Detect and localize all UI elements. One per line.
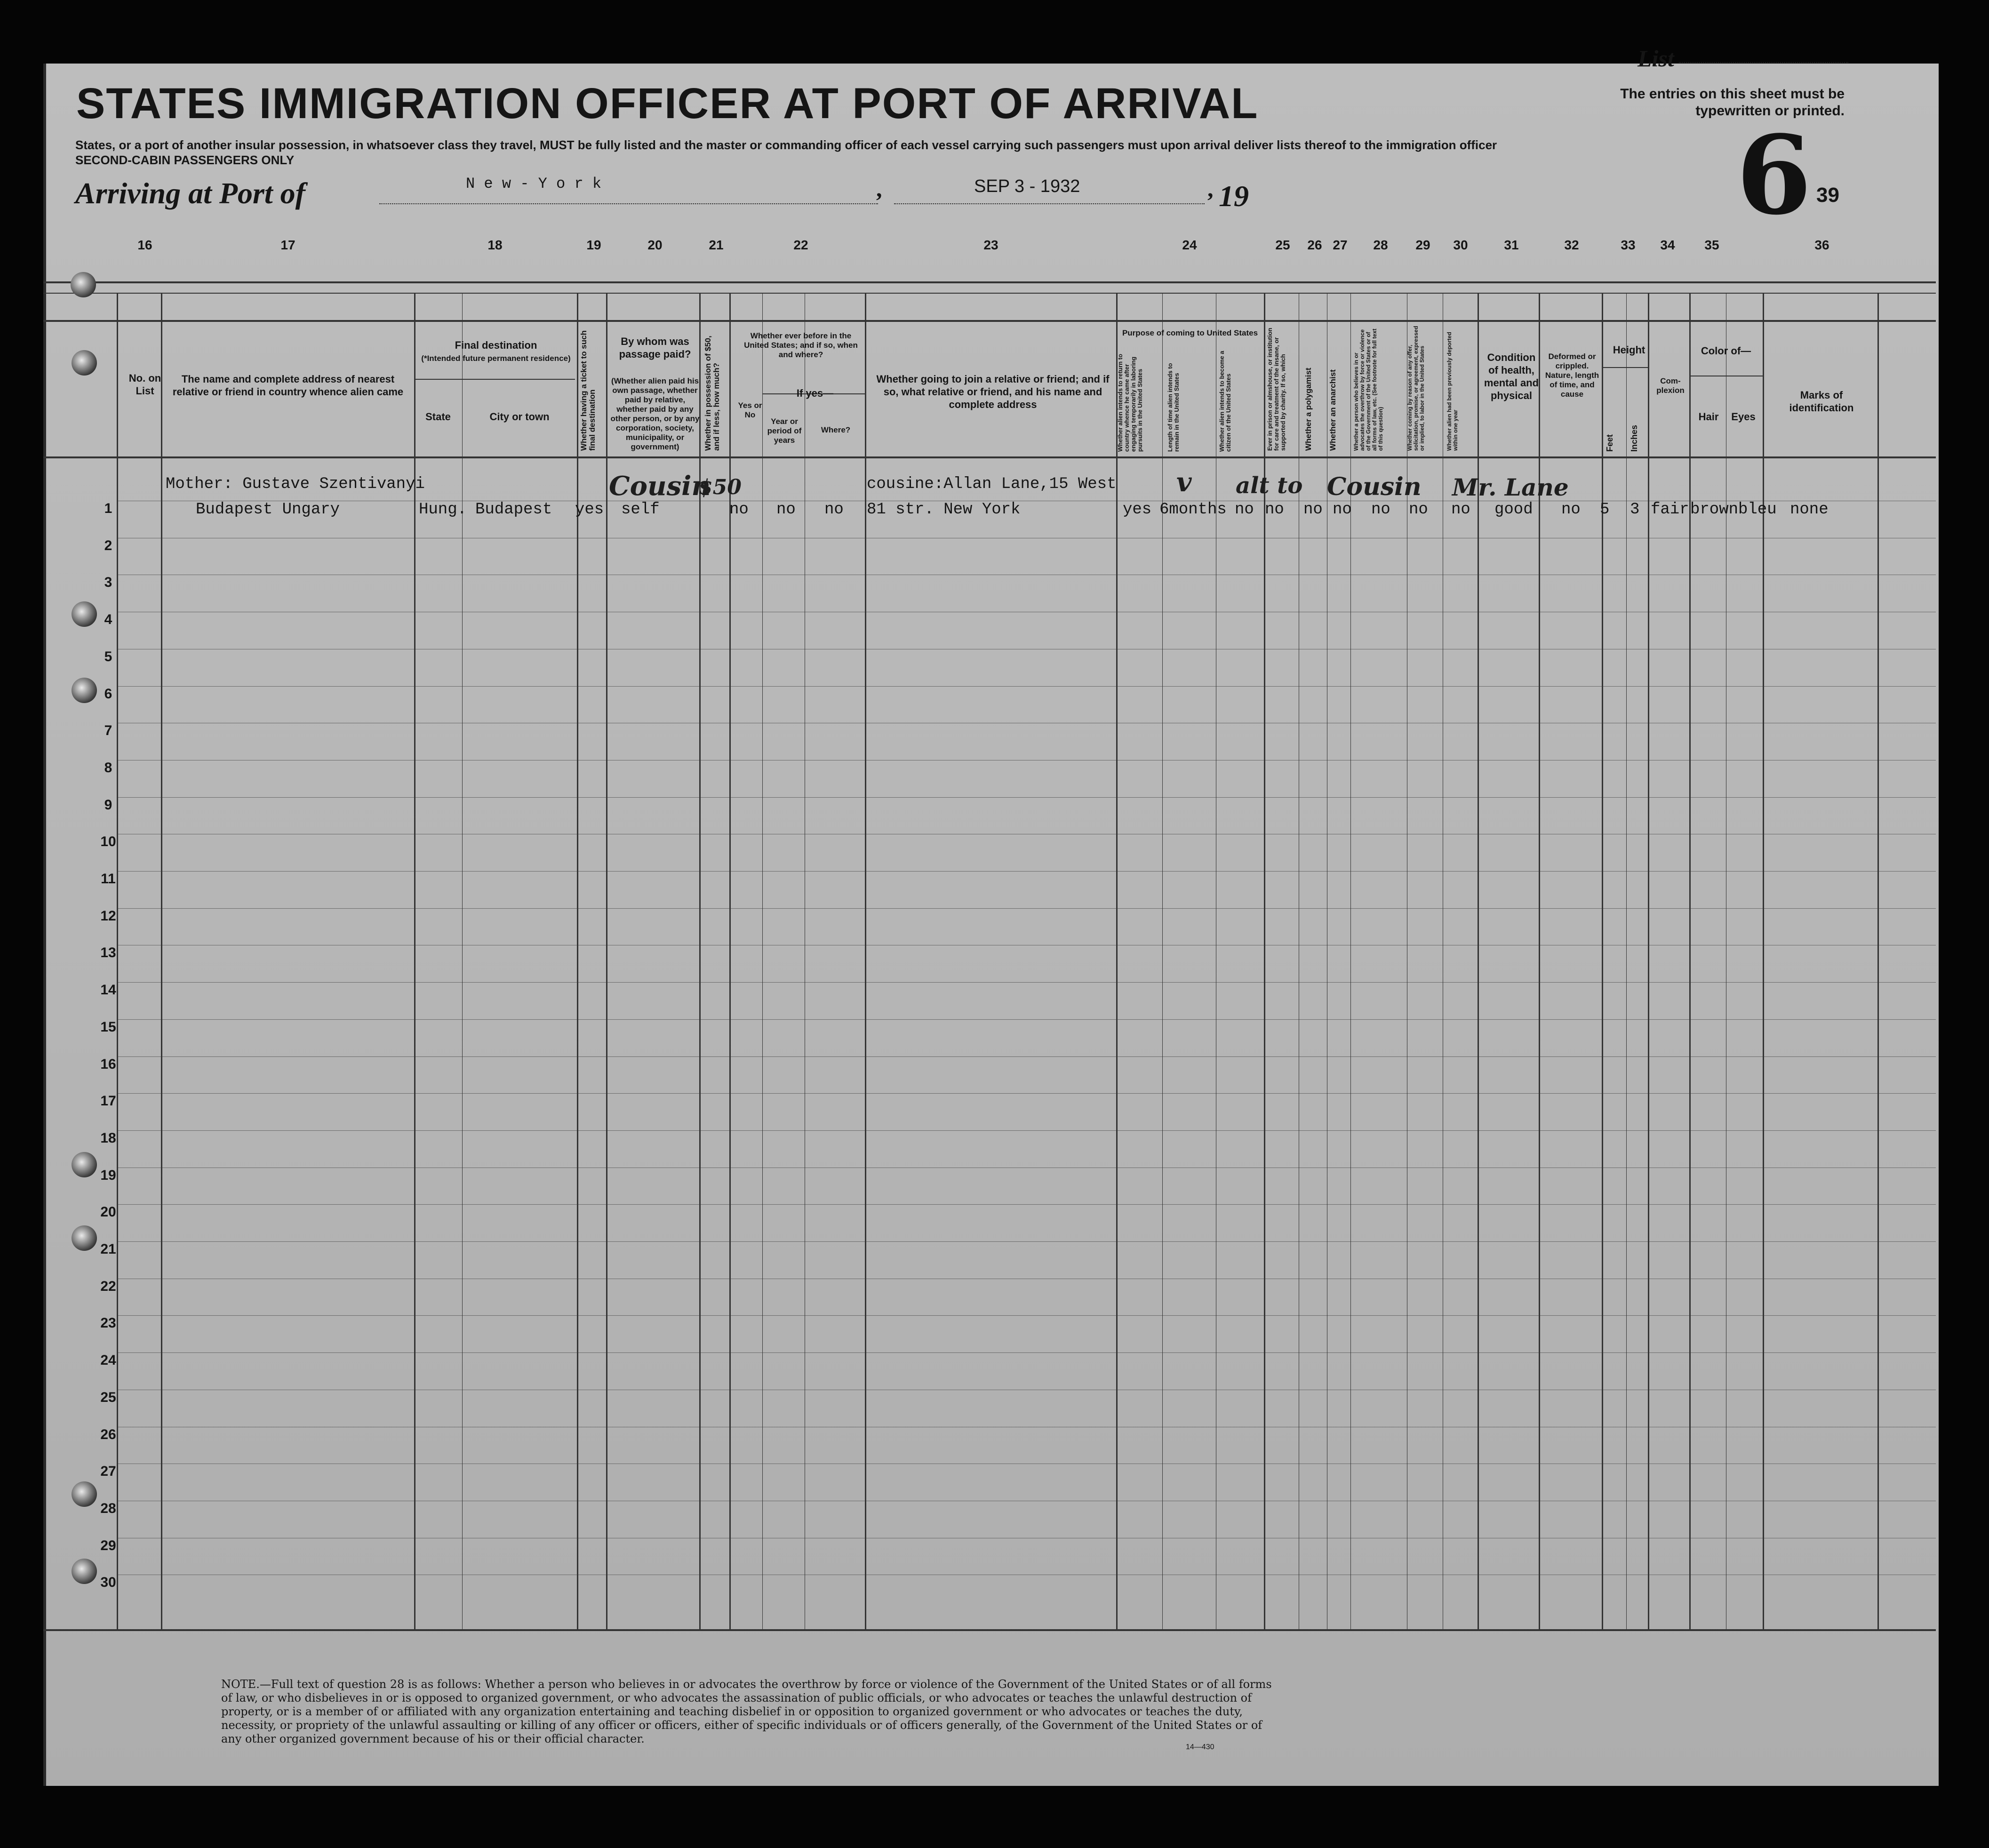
- entry-before-where: no: [824, 501, 844, 519]
- header-join-relative: Whether going to join a relative or friend; and if so, what relative or friend, and his name and complete address: [876, 373, 1110, 410]
- header-polygamist: Whether a polygamist: [1304, 368, 1313, 451]
- column-rule: [1602, 293, 1603, 1630]
- header-instructions: States, or a port of another insular possession, in whatsoever class they travel, MUST be fully listed and the master or commanding officer of each vessel carrying such passengers must upon arrival deliver lists thereof to the immigration officer: [75, 138, 1497, 152]
- col-num-33: 33: [1621, 238, 1636, 252]
- row-number: 8: [104, 760, 112, 776]
- column-rule: [161, 293, 162, 1630]
- binder-hole: [72, 678, 97, 703]
- arrival-date: SEP 3 - 1932: [974, 176, 1080, 196]
- entry-relative-name: Mother: Gustave Szentivanyi: [166, 475, 425, 493]
- page-title: STATES IMMIGRATION OFFICER AT PORT OF ARRIVAL: [76, 80, 1259, 128]
- header-deported: Whether alien had been previously deported within one year: [1446, 332, 1459, 451]
- row-number: 28: [100, 1501, 116, 1516]
- row-number: 3: [104, 575, 112, 590]
- year-suffix: 39: [1816, 184, 1839, 207]
- column-rule: [1162, 293, 1163, 1630]
- row-rule: [117, 686, 1936, 687]
- row-number: 7: [104, 723, 112, 738]
- entry-eyes: bleu: [1738, 501, 1777, 519]
- row-number: 29: [100, 1538, 116, 1553]
- header-before-us: Whether ever before in the United States; and if so, when and where?: [744, 331, 858, 359]
- entry-anarchist: no: [1333, 501, 1352, 519]
- entry-before-yes: no: [729, 501, 749, 519]
- entry-relative-address: Budapest Ungary: [196, 501, 340, 519]
- row-number: 14: [100, 982, 116, 998]
- row-number: 4: [104, 612, 112, 627]
- row-rule: [117, 1315, 1936, 1316]
- rule: [43, 1629, 1936, 1631]
- header-marks: Marks of identification: [1789, 389, 1854, 414]
- column-rule: [414, 293, 415, 1630]
- entry-overthrow: no: [1371, 501, 1390, 519]
- entry-deformed: no: [1561, 501, 1581, 519]
- form-code: 14—430: [1186, 1743, 1214, 1751]
- column-rule: [1116, 293, 1118, 1630]
- binder-hole: [72, 350, 97, 376]
- entry-join-address: 81 str. New York: [867, 501, 1021, 519]
- row-number: 6: [104, 686, 112, 702]
- binder-hole: [72, 1559, 97, 1584]
- header-where: Where?: [821, 425, 851, 434]
- entry-citizen: no: [1235, 501, 1254, 519]
- header-anarchist: Whether an anarchist: [1328, 369, 1337, 451]
- list-number: 6: [1736, 112, 1812, 239]
- col-num-17: 17: [280, 238, 296, 252]
- binder-hole: [71, 272, 96, 297]
- column-rule: [865, 293, 866, 1630]
- header-eyes: Eyes: [1731, 411, 1756, 423]
- row-number: 24: [100, 1352, 116, 1368]
- entry-passage: self: [621, 501, 660, 519]
- row-number: 19: [100, 1168, 116, 1183]
- rule: [43, 456, 1936, 458]
- footnote-question-28: NOTE.—Full text of question 28 is as follows: Whether a person who believes in or advocates the overthrow by force or violence of the Government of the United States or of all forms of law, or who disbelieves in or is opposed to organized government, or who advocates the assassination of public officials, or who advocates or teaches the unlawful destruction of property, or is a member of or affiliated with any organization entertaining and teaching disbelief in or opposition to organized government or who advocates or teaches the duty, necessity, or propriety of the unlawful assaulting or killing of any officer or officers, either of specific individuals or of officers generally, of the Government of the United States or of any other organized government because of his or their official character.: [221, 1678, 1272, 1745]
- binder-hole: [72, 1225, 97, 1251]
- list-number-line: [1679, 62, 1848, 63]
- col-num-21: 21: [709, 238, 724, 252]
- year-prefix: 19: [1219, 179, 1249, 213]
- row-number: 30: [100, 1575, 116, 1590]
- entry-return: yes: [1123, 501, 1152, 519]
- header-destination-note: (*Intended future permanent residence): [421, 354, 571, 363]
- binder-hole: [72, 1152, 97, 1177]
- subheader-rule: [1602, 367, 1648, 368]
- column-rule: [762, 293, 763, 1630]
- row-number: 18: [100, 1130, 116, 1146]
- column-rule: [1648, 293, 1649, 1630]
- header-inches: Inches: [1630, 424, 1639, 452]
- col-num-28: 28: [1373, 238, 1388, 252]
- row-number: 13: [100, 945, 116, 960]
- col-num-29: 29: [1415, 238, 1430, 252]
- row-number: 15: [100, 1019, 116, 1035]
- manifest-sheet: [43, 64, 1939, 1786]
- col-num-31: 31: [1504, 238, 1519, 252]
- header-prison: Ever in prison or almshouse, or institution for care and treatment of the insane, or supported by charity. If so, which: [1266, 328, 1286, 451]
- header-color: Color of—: [1701, 345, 1751, 357]
- entry-feet: 5: [1600, 501, 1610, 519]
- entry-polygamist: no: [1303, 501, 1323, 519]
- entry-before-years: no: [776, 501, 796, 519]
- row-number: 26: [100, 1427, 116, 1442]
- row-rule: [117, 908, 1936, 909]
- entry-health: good: [1494, 501, 1533, 519]
- col-num-24: 24: [1182, 238, 1197, 252]
- row-number: 16: [100, 1056, 116, 1072]
- row-number: 10: [100, 834, 116, 849]
- row-number: 17: [100, 1093, 116, 1109]
- row-rule: [117, 1352, 1936, 1353]
- col-num-20: 20: [647, 238, 663, 252]
- row-rule: [117, 1204, 1936, 1205]
- port-value: N e w - Y o r k: [466, 175, 602, 192]
- col-num-30: 30: [1453, 238, 1468, 252]
- row-rule: [117, 1241, 1936, 1242]
- date-field-line: [894, 203, 1205, 204]
- header-purpose: Purpose of coming to United States: [1122, 328, 1258, 337]
- entry-hair: brown: [1690, 501, 1739, 519]
- header-state: State: [425, 411, 451, 423]
- entries-note: The entries on this sheet must be typewritten or printed.: [1620, 86, 1845, 119]
- header-return: Whether alien intends to return to country whence he came after engaging temporarily in laboring pursuits in the United States: [1117, 353, 1143, 452]
- col-num-25: 25: [1275, 238, 1290, 252]
- column-rule: [1877, 293, 1879, 1630]
- subheader-rule: [414, 379, 575, 380]
- rule: [43, 320, 1936, 322]
- row-rule: [117, 1056, 1936, 1057]
- header-deformed: Deformed or crippled. Nature, length of time, and cause: [1545, 352, 1599, 399]
- row-number: 27: [100, 1464, 116, 1479]
- binder-hole: [72, 1481, 97, 1507]
- annotation-col28: Cousin: [1327, 472, 1422, 501]
- entry-ticket: yes: [575, 501, 604, 519]
- row-number: 1: [104, 501, 112, 516]
- header-no-on-list: No. on List: [128, 372, 161, 397]
- header-feet: Feet: [1605, 434, 1614, 452]
- entry-join-name: cousine:Allan Lane,15 West: [867, 475, 1117, 493]
- header-if-yes: If yes—: [796, 387, 834, 399]
- col-num-27: 27: [1333, 238, 1348, 252]
- header-relative: The name and complete address of nearest relative or friend in country whence alien came: [172, 373, 404, 398]
- row-number: 2: [104, 538, 112, 553]
- header-yes-no: Yes or No: [738, 401, 762, 419]
- entry-prison: no: [1265, 501, 1284, 519]
- row-number: 22: [100, 1279, 116, 1294]
- annotation-col24: v: [1176, 467, 1192, 498]
- col-num-36: 36: [1814, 238, 1829, 252]
- col-num-23: 23: [983, 238, 998, 252]
- column-rule: [606, 293, 607, 1630]
- row-number: 12: [100, 908, 116, 924]
- annotation-col25: alt to: [1236, 472, 1303, 499]
- entry-deported: no: [1451, 501, 1470, 519]
- header-length: Length of time alien intends to remain in the United States: [1166, 363, 1180, 452]
- col-num-26: 26: [1307, 238, 1322, 252]
- header-ticket: Whether having a ticket to such final destination: [579, 330, 597, 451]
- header-years: Year or period of years: [767, 417, 802, 445]
- row-rule: [117, 982, 1936, 983]
- col-num-18: 18: [487, 238, 503, 252]
- row-number: 25: [100, 1390, 116, 1405]
- row-number: 23: [100, 1315, 116, 1331]
- row-number: 20: [100, 1204, 116, 1220]
- row-rule: [117, 1019, 1936, 1020]
- header-money: Whether in possession of $50, and if less, how much?: [703, 336, 721, 451]
- entry-state: Hung.: [419, 501, 467, 519]
- row-number: 11: [101, 871, 116, 887]
- header-complexion: Com-plexion: [1656, 376, 1685, 395]
- col-num-16: 16: [137, 238, 152, 252]
- comma: ,: [1207, 176, 1214, 202]
- annotation-col30: Mr. Lane: [1452, 473, 1569, 501]
- rule: [43, 281, 1936, 283]
- row-number: 9: [104, 797, 112, 813]
- entry-complexion: fair: [1651, 501, 1689, 519]
- annotation-col21: $50: [698, 475, 742, 499]
- entry-city: Budapest: [475, 501, 552, 519]
- list-label: List: [1638, 45, 1674, 72]
- header-class: SECOND-CABIN PASSENGERS ONLY: [75, 153, 295, 167]
- header-contract-labor: Whether coming by reason of any offer, solicitation, promise, or agreement, expressed or implied, to labor in the United States: [1406, 326, 1425, 451]
- binder-hole: [72, 601, 97, 627]
- col-num-22: 22: [793, 238, 808, 252]
- column-rule: [1763, 293, 1764, 1630]
- header-health: Condition of health, mental and physical: [1484, 352, 1539, 401]
- row-rule: [117, 1093, 1936, 1094]
- column-rule: [1626, 293, 1627, 1630]
- column-rule: [577, 293, 578, 1630]
- col-num-34: 34: [1660, 238, 1675, 252]
- entry-contract-labor: no: [1409, 501, 1428, 519]
- entry-marks: none: [1790, 501, 1829, 519]
- row-rule: [117, 1130, 1936, 1131]
- header-passage: By whom was passage paid?: [619, 336, 691, 360]
- header-citizen: Whether alien intends to become a citizen of the United States: [1218, 351, 1232, 452]
- arriving-label: Arriving at Port of: [75, 176, 305, 210]
- row-rule: [117, 797, 1936, 798]
- row-number: 5: [104, 649, 112, 664]
- header-overthrow: Whether a person who believes in or advocates the overthrow by force or violence of the Government of the United States or of all forms of law, etc. (See footnote for full text of this question): [1353, 328, 1384, 451]
- col-num-35: 35: [1704, 238, 1719, 252]
- comma: ,: [876, 176, 882, 202]
- port-field-line: [379, 203, 878, 204]
- entry-length: 6months: [1159, 501, 1227, 519]
- column-rule: [462, 293, 463, 1630]
- header-passage-note: (Whether alien paid his own passage, whether paid by relative, whether paid by any other person, or by any corporation, society, municipality, or government): [610, 376, 700, 451]
- row-number: 21: [100, 1241, 116, 1257]
- col-num-32: 32: [1564, 238, 1579, 252]
- rule: [43, 293, 1936, 294]
- header-destination: Final destination: [455, 339, 537, 351]
- entry-inches: 3: [1630, 501, 1640, 519]
- header-city: City or town: [489, 411, 550, 423]
- col-num-19: 19: [586, 238, 601, 252]
- header-hair: Hair: [1698, 411, 1719, 423]
- column-rule: [1689, 293, 1691, 1630]
- annotation-col20: Cousin: [609, 471, 711, 502]
- row-rule: [117, 871, 1936, 872]
- header-height: Height: [1613, 344, 1646, 356]
